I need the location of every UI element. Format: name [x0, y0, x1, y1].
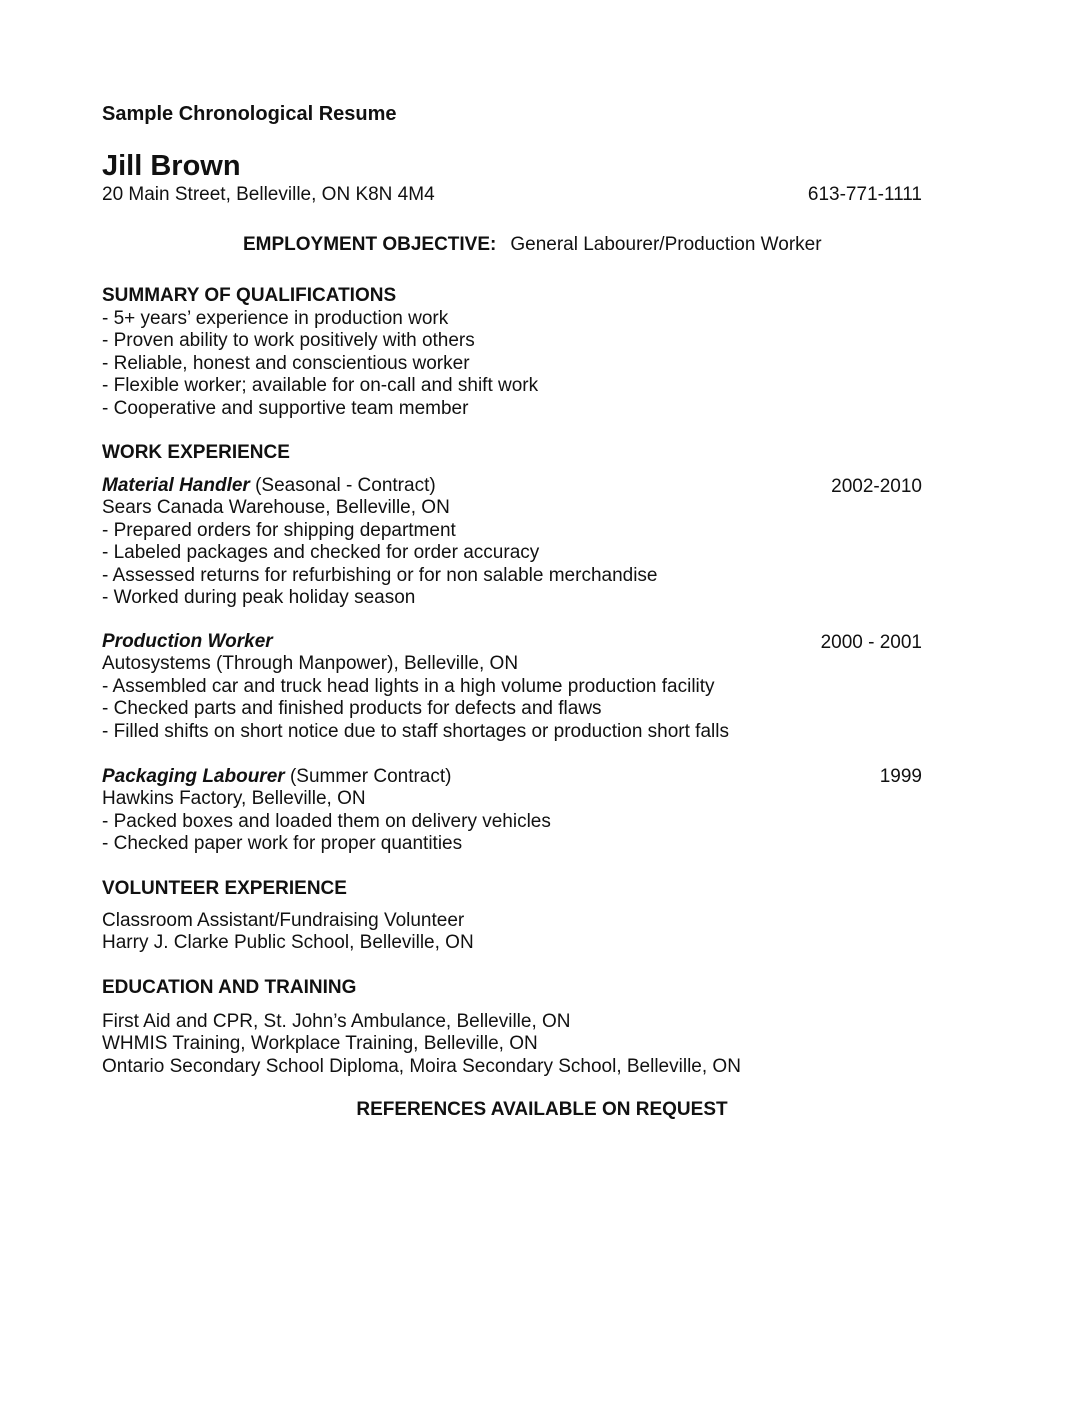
job-entry	[102, 631, 729, 743]
summary-heading: SUMMARY OF QUALIFICATIONS	[102, 285, 397, 306]
list-item: - Worked during peak holiday season	[102, 587, 416, 609]
list-item: - Cooperative and supportive team member	[102, 397, 469, 419]
address: 20 Main Street, Belleville, ON K8N 4M4	[102, 184, 435, 205]
job-employer: Autosystems (Through Manpower), Belleville, ON	[102, 653, 519, 675]
document-title: Sample Chronological Resume	[102, 103, 397, 125]
job-title: Packaging Labourer	[102, 766, 285, 787]
list-item: - Assembled car and truck head lights in a high volume production facility	[102, 675, 715, 697]
employment-objective	[243, 234, 822, 256]
summary-list	[102, 308, 538, 420]
job-note: (Summer Contract)	[284, 766, 452, 787]
list-item: - Checked parts and finished products for defects and flaws	[102, 698, 602, 720]
job-note: (Seasonal - Contract)	[249, 475, 436, 496]
list-item: - Packed boxes and loaded them on delivery vehicles	[102, 810, 551, 832]
list-item: - 5+ years’ experience in production work	[102, 308, 449, 329]
list-item: - Filled shifts on short notice due to staff shortages or production short falls	[102, 720, 729, 742]
volunteer-list	[102, 910, 474, 955]
list-item: - Prepared orders for shipping department	[102, 519, 456, 541]
list-item: WHMIS Training, Workplace Training, Belleville, ON	[102, 1033, 538, 1055]
applicant-name: Jill Brown	[102, 150, 241, 182]
references-note: REFERENCES AVAILABLE ON REQUEST	[356, 1099, 728, 1120]
job-title-line	[102, 631, 729, 653]
job-entry	[102, 766, 551, 856]
education-heading: EDUCATION AND TRAINING	[102, 977, 357, 998]
list-item: Classroom Assistant/Fundraising Volunteer	[102, 910, 465, 931]
volunteer-heading: VOLUNTEER EXPERIENCE	[102, 878, 347, 899]
job-employer: Hawkins Factory, Belleville, ON	[102, 788, 366, 810]
list-item: First Aid and CPR, St. John’s Ambulance, Belleville, ON	[102, 1011, 571, 1032]
list-item: - Assessed returns for refurbishing or for non salable merchandise	[102, 564, 658, 586]
objective-label: EMPLOYMENT OBJECTIVE:	[243, 234, 497, 255]
list-item: - Checked paper work for proper quantities	[102, 833, 463, 855]
work-heading: WORK EXPERIENCE	[102, 442, 290, 463]
list-item: - Labeled packages and checked for order accuracy	[102, 542, 540, 564]
list-item: Ontario Secondary School Diploma, Moira Secondary School, Belleville, ON	[102, 1055, 741, 1077]
list-item: - Proven ability to work positively with others	[102, 330, 475, 352]
education-list	[102, 1011, 741, 1078]
job-title: Production Worker	[102, 631, 273, 652]
job-employer: Sears Canada Warehouse, Belleville, ON	[102, 497, 450, 519]
objective-value: General Labourer/Production Worker	[510, 234, 822, 255]
list-item: - Flexible worker; available for on-call and shift work	[102, 375, 539, 397]
job-title: Material Handler	[102, 475, 250, 496]
job-dates: 2000 - 2001	[820, 632, 922, 653]
job-title-line	[102, 475, 658, 497]
job-dates: 1999	[879, 766, 922, 787]
job-entry	[102, 475, 658, 609]
job-dates: 2002-2010	[831, 476, 922, 497]
list-item: - Reliable, honest and conscientious worker	[102, 352, 470, 374]
job-title-line	[102, 766, 551, 788]
list-item: Harry J. Clarke Public School, Belleville, ON	[102, 932, 474, 954]
phone-number: 613-771-1111	[807, 184, 922, 205]
